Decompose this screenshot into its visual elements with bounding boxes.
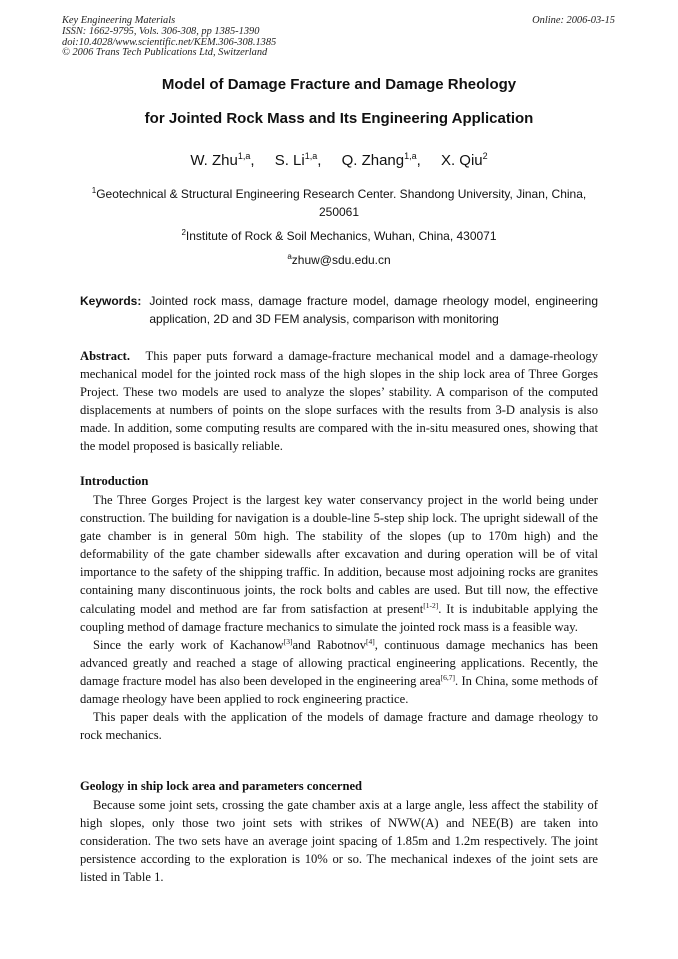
keywords-label: Keywords: [80,294,142,308]
citation: [4] [366,636,375,646]
journal-header [62,16,276,59]
geology-body [80,796,598,886]
abstract-text: This paper puts forward a damage-fracture mechanical model and a damage-rheology mechanical model for the jointed rock mass of the high slopes in the ship lock area of Three Gorges Project. These two models are used to analyze the slopes’ stability. A comparison of the computed displacements at numbers of points on the slope surfaces with the results from 3-D analysis is also made. In addition, some computing results are compared with the in-situ measured ones, showing that the model proposed is basically reliable. [80,349,598,454]
abstract [80,347,598,456]
author: W. Zhu$^{1,a}$, [190,151,255,169]
journal-name: Key Engineering Materials [62,15,176,26]
keywords [80,292,598,328]
section-heading-geology: Geology in ship lock area and parameters concerned [80,779,363,793]
citation: [6,7] [440,672,456,682]
author: Q. Zhang$^{1,a}$, [341,151,421,169]
keywords-text: Jointed rock mass, damage fracture model, damage rheology model, engineering application, 2D and 3D FEM analysis, comparison with monitoring [149,294,598,326]
doi-line: doi:10.4028/www.scientific.net/KEM.306-308.1385 [62,36,277,48]
paragraph: The Three Gorges Project is the largest key water conservancy project in the world being under construction. The building for navigation is a double-line 5-step ship lock. The upright sidewall of the gate chamber is in general 50m high. The stability of the slopes (up to 170m high) and the deformability of the gate chamber sidewalls after excavation and during operation will be of vital importance to the safety of the shipping traffic. In addition, because most adjoining rocks are granites containing many discontinuous joints, the rock bolts and cables are used. But till now, the effective calculating model and method are far from satisfaction at present[1-2]. It is indubitable applying the coupling method of damage fracture mechanics to simulate the jointed rock mass is a feasible way. [80,493,598,634]
paper-title-line-2: for Jointed Rock Mass and Its Engineering Application [144,110,534,127]
paragraph: Since the early work of Kachanow[3]and Rabotnov[4], continuous damage mechanics has been advanced greatly and reached a stage of allowing practical engineering applications. Recently, the damage fracture model has also been developed in the engineering area[6,7]. In China, some methods of damage rheology have been applied to rock engineering practice. [80,636,599,707]
copyright-line: © 2006 Trans Tech Publications Ltd, Switzerland [62,47,268,59]
issn-line: ISSN: 1662-9795, Vols. 306-308, pp 1385-1390 [62,25,260,37]
paragraph: Because some joint sets, crossing the gate chamber axis at a large angle, less affect the stability of high slopes, only those two joint sets with strikes of NWW(A) and NEE(B) are taken into consideration. The two sets have an average joint spacing of 1.85m and 1.2m respectively. The joint persistence according to the exploration is 10% or so. The mechanical indexes of the joint sets are listed in Table 1. [80,798,598,885]
section-heading-introduction: Introduction [80,474,149,488]
paragraph: This paper deals with the application of the models of damage fracture and damage rheology to rock mechanics. [80,710,598,743]
author-email: $^a$zhuw@sdu.edu.cn [287,252,391,267]
affiliation-2: $^2$Institute of Rock & Soil Mechanics, Wuhan, China, 430071 [181,228,497,243]
author: S. Li$^{1,a}$, [274,151,322,169]
affiliation-1: $^1$Geotechnical & Structural Engineering Research Center. Shandong University, Jinan, China, 250061 [91,186,587,219]
author-list [0,152,678,169]
citation: [3] [283,636,293,646]
abstract-label: Abstract. [80,349,131,363]
paper-title-line-1: Model of Damage Fracture and Damage Rheology [161,76,517,93]
online-date: Online: 2006-03-15 [532,15,615,26]
author: X. Qiu$^2$ [440,151,488,169]
citation: [1-2] [423,600,439,610]
introduction-body [80,491,598,744]
